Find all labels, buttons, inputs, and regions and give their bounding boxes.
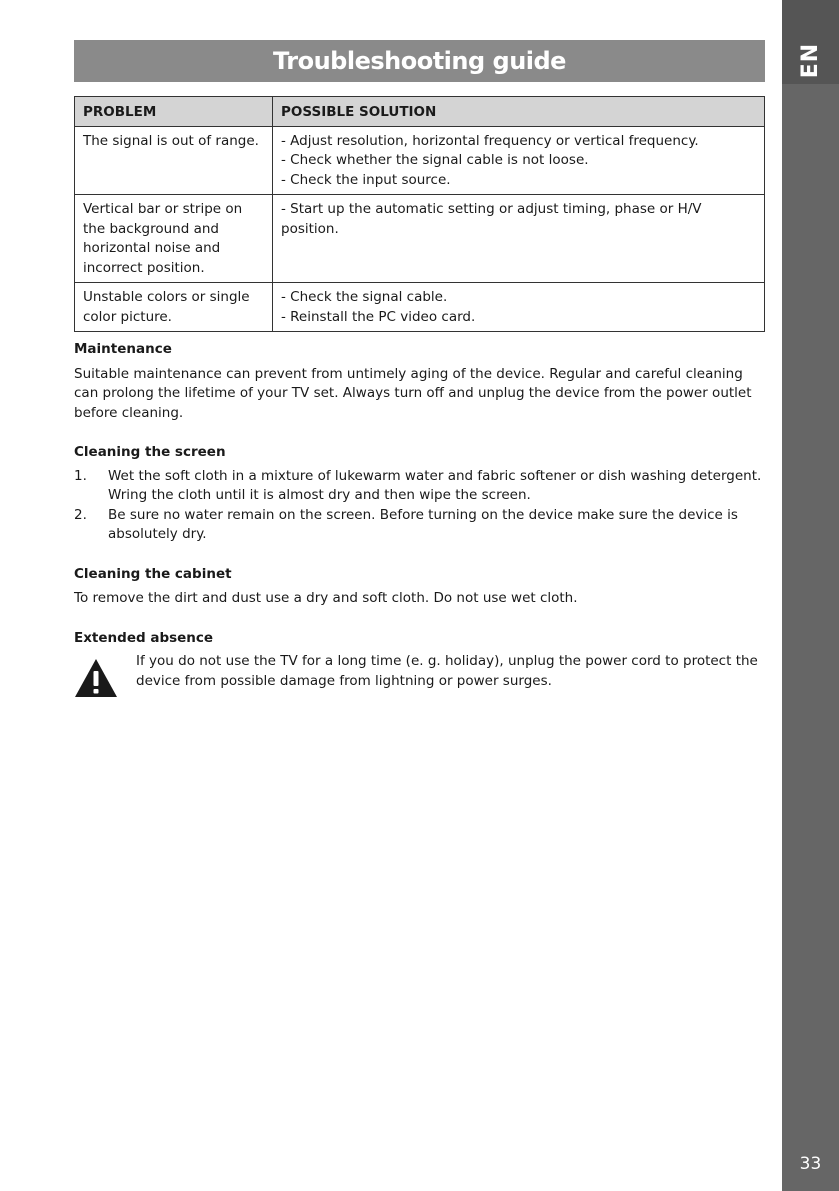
table-header-row (75, 97, 765, 127)
maintenance-text: Suitable maintenance can prevent from untimely aging of the device. Regular and careful cleaning can prolong the lifetime of your TV set. Always turn off and unplug the device from the power outlet before cleaning. (74, 365, 752, 421)
step-number: 1. (74, 467, 87, 484)
solution-line: - Start up the automatic setting or adjust timing, phase or H/V position. (281, 201, 702, 237)
solution-line: - Check whether the signal cable is not loose. (281, 152, 589, 168)
extended-absence-heading: Extended absence (74, 629, 214, 646)
language-label: EN (797, 42, 823, 78)
step-text: Wet the soft cloth in a mixture of lukewarm water and fabric softener or dish washing detergent. Wring the cloth until it is almost dry and then wipe the screen. (108, 467, 762, 503)
cleaning-cabinet-section (74, 565, 764, 609)
page-title: Troubleshooting guide (273, 47, 566, 75)
step-number: 2. (74, 506, 87, 523)
extended-absence-text: If you do not use the TV for a long time (e. g. holiday), unplug the power cord to protect the device from possible damage from lightning or power surges. (136, 653, 758, 689)
cleaning-screen-section (74, 443, 764, 545)
solution-cell (273, 283, 765, 332)
solution-line: - Check the input source. (281, 171, 451, 188)
extended-absence-section (74, 629, 764, 705)
problem-cell: Vertical bar or stripe on the background and horizontal noise and incorrect position. (75, 195, 273, 283)
cleaning-cabinet-text: To remove the dirt and dust use a dry and soft cloth. Do not use wet cloth. (74, 590, 578, 606)
cleaning-screen-heading: Cleaning the screen (74, 444, 226, 460)
maintenance-heading: Maintenance (74, 341, 172, 357)
solution-cell (273, 126, 765, 195)
list-item (74, 467, 764, 506)
problem-cell: The signal is out of range. (75, 126, 273, 195)
language-tab (782, 36, 839, 84)
list-item (74, 506, 764, 545)
problem-cell: Unstable colors or single color picture. (75, 283, 273, 332)
maintenance-section (74, 340, 764, 423)
solution-line: - Adjust resolution, horizontal frequency or vertical frequency. (281, 132, 699, 149)
title-bar (74, 40, 765, 82)
solution-line: - Reinstall the PC video card. (281, 308, 476, 325)
solution-line: - Check the signal cable. (281, 289, 448, 305)
header-problem: PROBLEM (75, 97, 273, 127)
warning-row (74, 652, 764, 705)
header-solution: POSSIBLE SOLUTION (273, 97, 765, 127)
cleaning-cabinet-heading: Cleaning the cabinet (74, 565, 232, 582)
solution-cell (273, 195, 765, 283)
table-row (75, 126, 765, 195)
content-area (74, 340, 764, 705)
page-number: 33 (799, 1154, 822, 1174)
table-row (75, 195, 765, 283)
sidebar (782, 0, 839, 1191)
sidebar-top-band (782, 0, 839, 36)
troubleshooting-table (74, 96, 765, 332)
table-row (75, 283, 765, 332)
warning-icon (74, 652, 136, 705)
cleaning-steps-list (74, 467, 764, 545)
step-text: Be sure no water remain on the screen. Before turning on the device make sure the device is absolutely dry. (108, 506, 738, 542)
